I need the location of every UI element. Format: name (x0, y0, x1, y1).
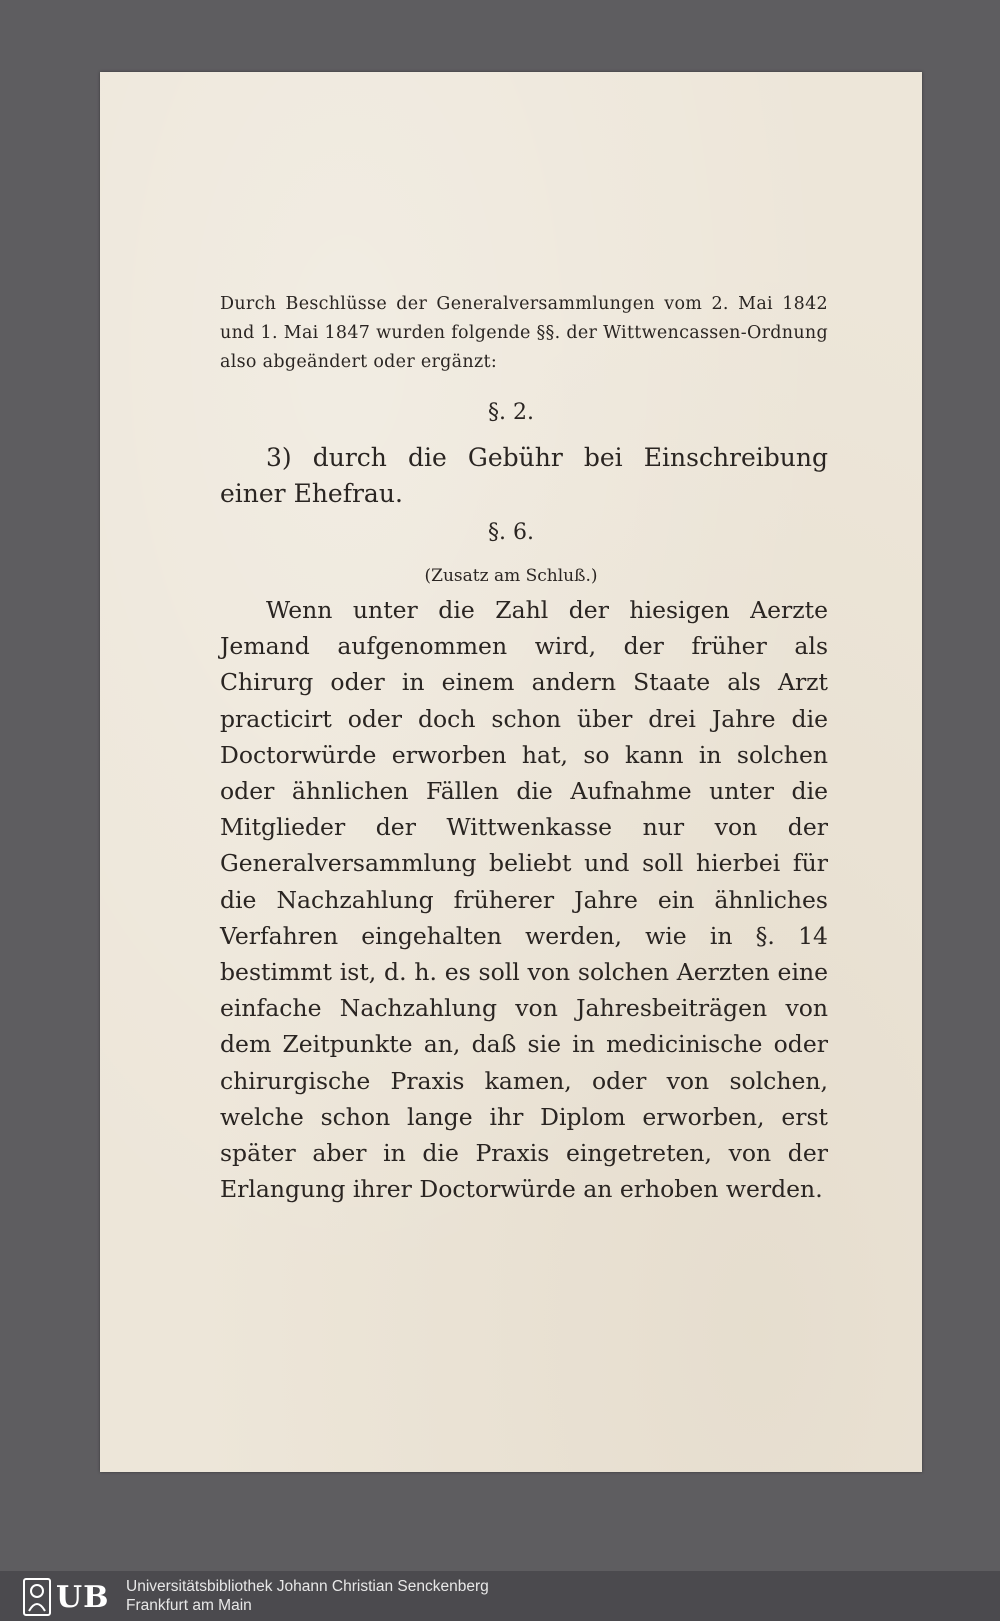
section-6-heading: §. 6. (488, 520, 534, 545)
library-name: Universitätsbibliothek Johann Christian Senckenberg (126, 1578, 489, 1595)
library-footer (0, 1571, 1000, 1621)
library-logo[interactable] (22, 1576, 118, 1618)
section-2-heading: §. 2. (488, 400, 534, 425)
section-6-note: (Zusatz am Schluß.) (424, 566, 598, 586)
logo-text: UB (56, 1579, 110, 1615)
section-6-text: Wenn unter die Zahl der hiesigen Aerzte Jemand aufgenommen wird, der früher als Chirurg oder in einem andern Staate als Arzt practicirt oder doch schon über drei Jahre die Doctorwürde erworben hat, so kann in solchen oder ähnlichen Fällen die Aufnahme unter die Mitglieder der Wittwenkasse nur von der Generalversammlung beliebt und soll hierbei für die Nachzahlung früherer Jahre ein ähnliches Verfahren eingehalten werden, wie in §. 14 bestimmt ist, d. h. es soll von solchen Aerzten eine einfache Nachzahlung von Jahresbeiträgen von dem Zeitpunkte an, daß sie in medicinische oder chirurgische Praxis kamen, oder von solchen, welche schon lange ihr Diplom erworben, erst später aber in die Praxis eingetreten, von der Erlangung ihrer Doctorwürde an erhoben werden. (220, 596, 828, 1204)
library-emblem-icon (22, 1577, 52, 1617)
section-2-text: 3) durch die Gebühr bei Einschreibung einer Ehefrau. (220, 443, 828, 508)
footer-text (126, 1577, 489, 1615)
document-page (100, 72, 922, 1472)
intro-paragraph: Durch Beschlüsse der Generalversammlungen vom 2. Mai 1842 und 1. Mai 1847 wurden folgende §§. der Wittwencassen-Ordnung also abgeändert oder ergänzt: (220, 294, 828, 372)
library-city: Frankfurt am Main (126, 1597, 252, 1614)
